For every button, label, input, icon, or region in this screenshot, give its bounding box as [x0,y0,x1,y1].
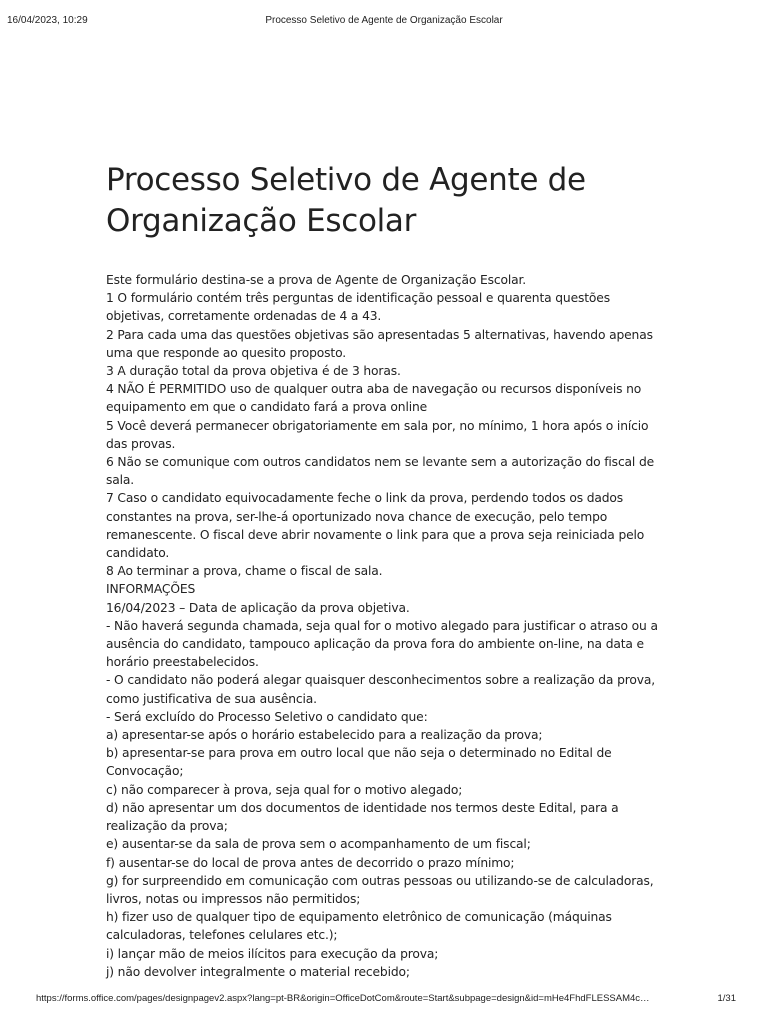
rule-5: 5 Você deverá permanecer obrigatoriamente em sala por, no mínimo, 1 hora após o início das provas. [106,418,649,451]
exclusion-item-a: a) apresentar-se após o horário estabelecido para a realização da prova; [106,728,543,743]
info-no-second-call: - Não haverá segunda chamada, seja qual for o motivo alegado para justificar o atraso ou a ausência do candidato, tampouco aplicação da prova fora do ambiente on-line, na data e horário preestabelecidos. [106,618,658,670]
form-title-line-1: Processo Seletivo de Agente de [106,162,586,198]
page-number: 1/31 [717,993,736,1004]
info-heading: INFORMAÇÕES [106,582,196,597]
rule-6: 6 Não se comunique com outros candidatos nem se levante sem a autorização do fiscal de sala. [106,455,655,488]
rule-2: 2 Para cada uma das questões objetivas são apresentadas 5 alternativas, havendo apenas uma que responde ao quesito proposto. [106,327,653,360]
exclusion-item-j: j) não devolver integralmente o material recebido; [106,964,410,979]
print-header [0,15,768,31]
info-exclusion-intro: - Será excluído do Processo Seletivo o candidato que: [106,709,428,724]
intro-paragraph: Este formulário destina-se a prova de Agente de Organização Escolar. [106,273,527,287]
exclusion-item-c: c) não comparecer à prova, seja qual for o motivo alegado; [106,782,463,797]
exclusion-item-i: i) lançar mão de meios ilícitos para execução da prova; [106,946,439,961]
exclusion-item-b: b) apresentar-se para prova em outro local que não seja o determinado no Edital de Convocação; [106,746,612,779]
rule-7: 7 Caso o candidato equivocadamente feche o link da prova, perdendo todos os dados constantes na prova, ser-lhe-á oportunizado nova chance de execução, pelo tempo remanescente. O fiscal deve abrir novamente o link para que a prova seja reiniciada pelo candidato. [106,491,645,561]
exclusion-item-e: e) ausentar-se da sala de prova sem o acompanhamento de um fiscal; [106,837,531,852]
print-url: https://forms.office.com/pages/designpagev2.aspx?lang=pt-BR&origin=OfficeDotCom&route=Start&subpage=design&id=mHe4FhdFLESSAM4c… [36,993,650,1004]
print-footer [0,993,768,1009]
form-title-line-2: Organização Escolar [106,203,417,239]
form-description [106,271,666,981]
exclusion-item-h: h) fizer uso de qualquer tipo de equipamento eletrônico de comunicação (máquinas calculadoras, telefones celulares etc.); [106,910,612,943]
info-date: 16/04/2023 – Data de aplicação da prova objetiva. [106,600,410,615]
print-datetime: 16/04/2023, 10:29 [7,15,88,26]
print-document-title: Processo Seletivo de Agente de Organização Escolar [265,15,503,26]
rule-8: 8 Ao terminar a prova, chame o fiscal de sala. [106,564,383,579]
info-no-excuse: - O candidato não poderá alegar quaisquer desconhecimentos sobre a realização da prova, como justificativa de sua ausência. [106,673,656,706]
exclusion-item-f: f) ausentar-se do local de prova antes de decorrido o prazo mínimo; [106,855,515,870]
form-title [106,160,706,242]
rule-3: 3 A duração total da prova objetiva é de 3 horas. [106,364,401,379]
exclusion-item-g: g) for surpreendido em comunicação com outras pessoas ou utilizando-se de calculadoras, livros, notas ou impressos não permitidos; [106,873,654,906]
rule-1: 1 O formulário contém três perguntas de identificação pessoal e quarenta questões objetivas, corretamente ordenadas de 4 a 43. [106,291,610,324]
rule-4: 4 NÃO É PERMITIDO uso de qualquer outra aba de navegação ou recursos disponíveis no equipamento em que o candidato fará a prova online [106,382,642,415]
exclusion-item-d: d) não apresentar um dos documentos de identidade nos termos deste Edital, para a realização da prova; [106,800,619,834]
